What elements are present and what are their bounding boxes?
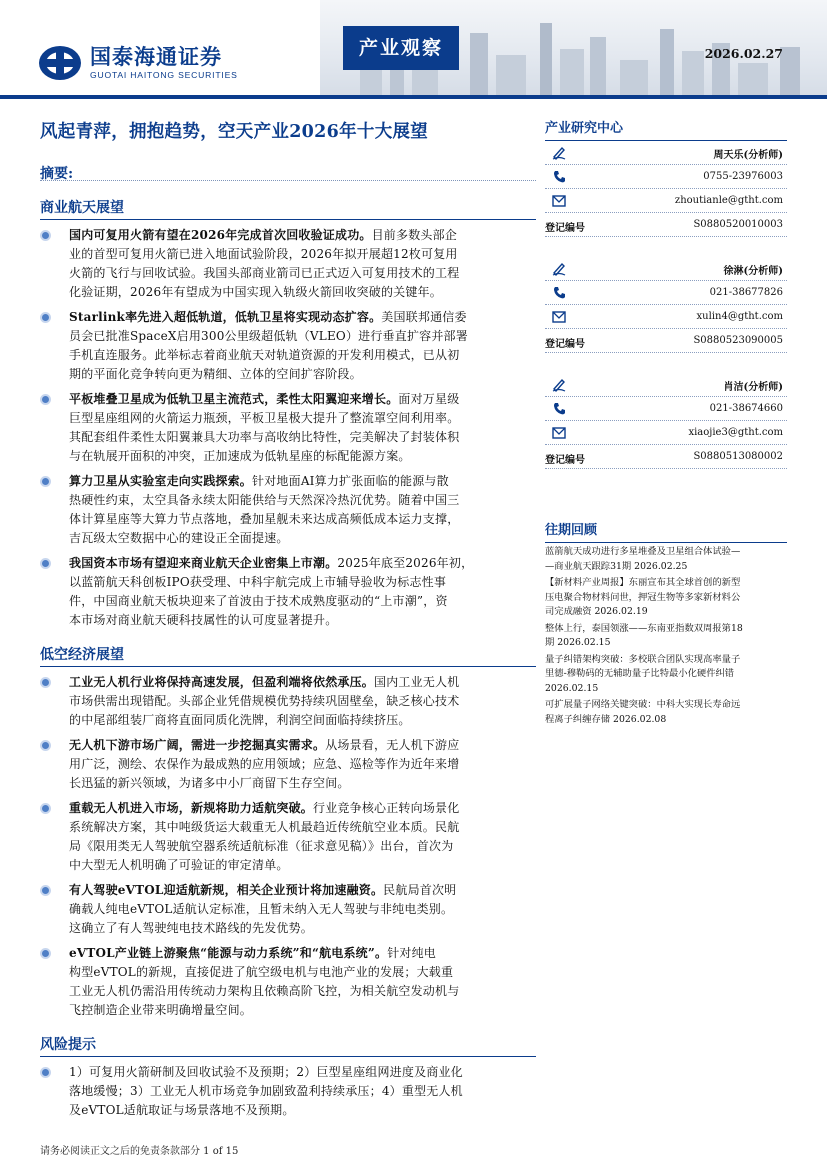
analyst-name-row (545, 257, 787, 281)
phone-icon (551, 401, 567, 417)
item-line: 工业无人机仍需沿用传统动力架构且依赖高阶飞控，为相关航空发动机与 (69, 984, 460, 998)
item-line: 体计算星座等大算力节点落地，叠加星舰未来达成高频低成本运力支撑， (69, 512, 460, 526)
analyst-reg-number: S0880513080002 (693, 451, 783, 462)
bullet-item (40, 673, 536, 730)
logo-chinese-name: 国泰海通证券 (90, 45, 222, 69)
past-review-link[interactable] (545, 545, 787, 574)
past-review-line: 2026.02.15 (545, 682, 599, 694)
bullet-dot-icon (40, 948, 51, 959)
past-review-link[interactable] (545, 653, 787, 697)
phone-icon (551, 169, 567, 185)
bullet-dot-icon (40, 476, 51, 487)
item-line: 及eVTOL适航取证与场景落地不及预期。 (69, 1103, 295, 1117)
item-line: 市场供需出现错配。头部企业凭借规模优势持续巩固壁垒，缺乏核心技术 (69, 694, 460, 708)
bullet-dot-icon (40, 1067, 51, 1078)
abstract-label: 摘要: (40, 163, 536, 181)
past-review-line: 期 2026.02.15 (545, 637, 611, 648)
section-heading: 商业航天展望 (40, 197, 536, 220)
analyst-reg-number: S0880520010003 (693, 219, 783, 230)
analyst-phone: 021-38677826 (709, 287, 783, 298)
past-review-line: 【新材料产业周报】东丽宣布其全球首创的新型 (545, 577, 741, 588)
item-line: eVTOL产业链上游聚焦“能源与动力系统”和“航电系统”。针对纯电 (69, 946, 436, 960)
bullet-item (40, 736, 536, 793)
pen-icon (551, 261, 567, 277)
analyst-reg-number: S0880523090005 (693, 335, 783, 346)
bullet-item (40, 1063, 536, 1120)
analyst-email[interactable]: zhoutianle@gtht.com (674, 195, 783, 206)
analyst-name: 徐淋(分析师) (723, 266, 783, 277)
item-lead-sentence: 有人驾驶eVTOL迎适航新规，相关企业预计将加速融资。 (69, 883, 384, 897)
report-title: 风起青萍，拥抱趋势，空天产业2026年十大展望 (40, 122, 429, 142)
section-heading: 低空经济展望 (40, 644, 536, 667)
analyst-email[interactable]: xulin4@gtht.com (696, 311, 783, 322)
item-lead-sentence: eVTOL产业链上游聚焦“能源与动力系统”和“航电系统”。 (69, 946, 388, 960)
item-line: 算力卫星从实验室走向实践探索。针对地面AI算力扩张面临的能源与散 (69, 474, 449, 488)
analyst-email[interactable]: xiaojie3@gtht.com (688, 427, 783, 438)
main-content (40, 163, 536, 1120)
pen-icon (551, 145, 567, 161)
bullet-dot-icon (40, 312, 51, 323)
page-header (0, 0, 827, 95)
footer-disclaimer: 请务必阅读正文之后的免责条款部分 1 of 15 (40, 1146, 239, 1157)
item-line: 中大型无人机明确了可验证的审定清单。 (69, 858, 289, 872)
logo-mark-icon (38, 45, 82, 81)
analyst-name: 周天乐(分析师) (713, 150, 783, 161)
report-type-badge: 产业观察 (343, 26, 459, 70)
analyst-email-row (545, 189, 787, 213)
past-review-link[interactable] (545, 622, 787, 651)
item-line: 工业无人机行业将保持高速发展，但盈利端将依然承压。国内工业无人机 (69, 675, 460, 689)
item-line: 国内可复用火箭有望在2026年完成首次回收验证成功。目前多数头部企 (69, 228, 458, 242)
company-logo (38, 45, 238, 81)
bullet-dot-icon (40, 803, 51, 814)
item-line: 火箭的飞行与回收试验。我国头部商业箭司已正式迈入可复用技术的工程 (69, 266, 460, 280)
item-line: 1）可复用火箭研制及回收试验不及预期；2）巨型星座组网进度及商业化 (69, 1065, 463, 1079)
bullet-item (40, 554, 536, 630)
item-line: 手机直连服务。此举标志着商业航天对轨道资源的开发利用模式，已从初 (69, 348, 460, 362)
item-line: 与在轨展开面积的冲突，正加速成为低轨星座的标配能源方案。 (69, 449, 411, 463)
bullet-dot-icon (40, 558, 51, 569)
item-line: 长迅猛的新兴领域，为诸多中小厂商留下生存空间。 (69, 776, 350, 790)
analyst-name-row (545, 141, 787, 165)
past-review-line: 可扩展量子网络关键突破：中科大实现长寿命远 (545, 699, 741, 710)
item-line: 吉瓦级太空数据中心的建设正全面提速。 (69, 531, 289, 545)
past-review-line: 量子纠错架构突破：多校联合团队实现高率量子 (545, 653, 741, 665)
item-line: 件，中国商业航天板块迎来了首波由于技术成熟度驱动的“上市潮”，资 (69, 594, 448, 608)
item-line: Starlink率先进入超低轨道，低轨卫星将实现动态扩容。美国联邦通信委 (69, 310, 467, 324)
item-line: 系统解决方案，其中吨级货运大载重无人机最趋近传统航空业本质。民航 (69, 820, 460, 834)
item-line: 有人驾驶eVTOL迎适航新规，相关企业预计将加速融资。民航局首次明 (69, 883, 457, 897)
item-line: 其配套组件柔性太阳翼兼具大功率与高收纳比特性，完美解决了封装体积 (69, 430, 460, 444)
analyst-phone-row (545, 397, 787, 421)
analyst-phone: 0755-23976003 (703, 171, 783, 182)
analyst-phone: 021-38674660 (709, 403, 783, 414)
past-review-line: 程离子纠缠存储 2026.02.08 (545, 713, 667, 725)
analyst-gap (545, 237, 787, 257)
item-line: 业的首型可复用火箭已进入地面试验阶段，2026年拟开展超12枚可复用 (69, 247, 458, 261)
item-lead-sentence: 算力卫星从实验室走向实践探索。 (69, 474, 253, 488)
item-lead-sentence: Starlink率先进入超低轨道，低轨卫星将实现动态扩容。 (69, 310, 382, 324)
phone-icon (551, 285, 567, 301)
bullet-dot-icon (40, 394, 51, 405)
past-review-link[interactable] (545, 576, 787, 620)
research-center-panel (545, 117, 787, 469)
pen-icon (551, 377, 567, 393)
bullet-dot-icon (40, 740, 51, 751)
item-line: 热硬性约束，太空具备永续太阳能供给与天然深冷热沉优势。随着中国三 (69, 493, 460, 507)
item-line: 构型eVTOL的新规，直接促进了航空级电机与电池产业的发展；大载重 (69, 965, 454, 979)
section-heading: 风险提示 (40, 1034, 536, 1057)
bullet-item (40, 472, 536, 548)
mail-icon (551, 309, 567, 325)
bullet-dot-icon (40, 230, 51, 241)
bullet-item (40, 881, 536, 938)
item-line: 化验证期，2026年有望成为中国实现入轨级火箭回收突破的关键年。 (69, 285, 442, 299)
item-line: 的中尾部组装厂商将直面同质化洗牌，利润空间面临持续挤压。 (69, 713, 411, 727)
analyst-phone-row (545, 165, 787, 189)
item-lead-sentence: 重载无人机进入市场，新规将助力适航突破。 (69, 801, 314, 815)
item-line: 巨型星座组网的火箭运力瓶颈，平板卫星极大提升了整流罩空间利用率。 (69, 411, 460, 425)
bullet-dot-icon (40, 885, 51, 896)
item-lead-sentence: 国内可复用火箭有望在2026年完成首次回收验证成功。 (69, 228, 372, 242)
item-line: 以蓝箭航天科创板IPO获受理、中科宇航完成上市辅导验收为标志性事 (69, 575, 447, 589)
past-review-panel (545, 519, 787, 727)
item-line: 员会已批准SpaceX启用300公里级超低轨（VLEO）进行垂直扩容并部署 (69, 329, 468, 343)
bullet-item (40, 799, 536, 875)
item-line: 用广泛，测绘、农保作为最成熟的应用领域；应急、巡检等作为近年来增 (69, 757, 460, 771)
item-lead-sentence: 工业无人机行业将保持高速发展，但盈利端将依然承压。 (69, 675, 375, 689)
analyst-name-row (545, 373, 787, 397)
item-line: 重载无人机进入市场，新规将助力适航突破。行业竞争核心正转向场景化 (69, 801, 460, 815)
past-review-title: 往期回顾 (545, 519, 787, 543)
item-lead-sentence: 平板堆叠卫星成为低轨卫星主流范式，柔性太阳翼迎来增长。 (69, 392, 399, 406)
bullet-dot-icon (40, 677, 51, 688)
analyst-phone-row (545, 281, 787, 305)
mail-icon (551, 193, 567, 209)
item-line: 无人机下游市场广阔，需进一步挖掘真实需求。从场景看，无人机下游应 (69, 738, 460, 752)
analyst-gap (545, 353, 787, 373)
past-review-line: 司完成融资 2026.02.19 (545, 606, 648, 617)
item-line: 落地缓慢；3）工业无人机市场竞争加剧致盈利持续承压；4）重型无人机 (69, 1084, 463, 1098)
item-line: 我国资本市场有望迎来商业航天企业密集上市潮。2025年底至2026年初， (69, 556, 474, 570)
research-center-title: 产业研究中心 (545, 117, 787, 141)
past-review-line: 整体上行，泰国领涨——东南亚指数双周报第18 (545, 622, 743, 634)
logo-english-name: GUOTAI HAITONG SECURITIES (90, 70, 238, 80)
analyst-email-row (545, 305, 787, 329)
header-divider (0, 95, 827, 99)
reg-label: 登记编号 (545, 339, 585, 350)
bullet-item (40, 308, 536, 384)
mail-icon (551, 425, 567, 441)
reg-label: 登记编号 (545, 223, 585, 234)
reg-label: 登记编号 (545, 455, 585, 466)
analyst-reg-row (545, 445, 787, 469)
item-lead-sentence: 无人机下游市场广阔，需进一步挖掘真实需求。 (69, 738, 326, 752)
bullet-item (40, 226, 536, 302)
item-line: 期的平面化竞争转向更为精细、立体的空间扩容阶段。 (69, 367, 362, 381)
item-line: 飞控制造企业带来明确增量空间。 (69, 1003, 253, 1017)
analyst-name: 肖洁(分析师) (723, 382, 783, 393)
item-line: 平板堆叠卫星成为低轨卫星主流范式，柔性太阳翼迎来增长。面对万星级 (69, 392, 460, 406)
analyst-reg-row (545, 329, 787, 353)
bullet-item (40, 390, 536, 466)
item-line: 确载人纯电eVTOL适航认定标准，且暂未纳入无人驾驶与非纯电类别。 (69, 902, 454, 916)
item-line: 这确立了有人驾驶纯电技术路线的先发优势。 (69, 921, 314, 935)
past-review-link[interactable] (545, 698, 787, 727)
past-review-line: —商业航天跟踪31期 2026.02.25 (545, 560, 688, 572)
past-review-line: 蓝箭航天成功进行多星堆叠及卫星组合体试验— (545, 546, 741, 557)
report-date: 2026.02.27 (704, 46, 783, 61)
past-review-line: 里德-穆勒码的无辅助量子比特最小化硬件纠错 (545, 668, 735, 679)
bullet-item (40, 944, 536, 1020)
analyst-email-row (545, 421, 787, 445)
analyst-reg-row (545, 213, 787, 237)
item-line: 局《限用类无人驾驶航空器系统适航标准（征求意见稿）》出台，首次为 (69, 839, 454, 853)
item-lead-sentence: 我国资本市场有望迎来商业航天企业密集上市潮。 (69, 556, 338, 570)
item-line: 本市场对商业航天硬科技属性的认可度显著提升。 (69, 613, 338, 627)
past-review-line: 压电聚合物材料问世，押冠生物等多家新材料公 (545, 591, 741, 603)
